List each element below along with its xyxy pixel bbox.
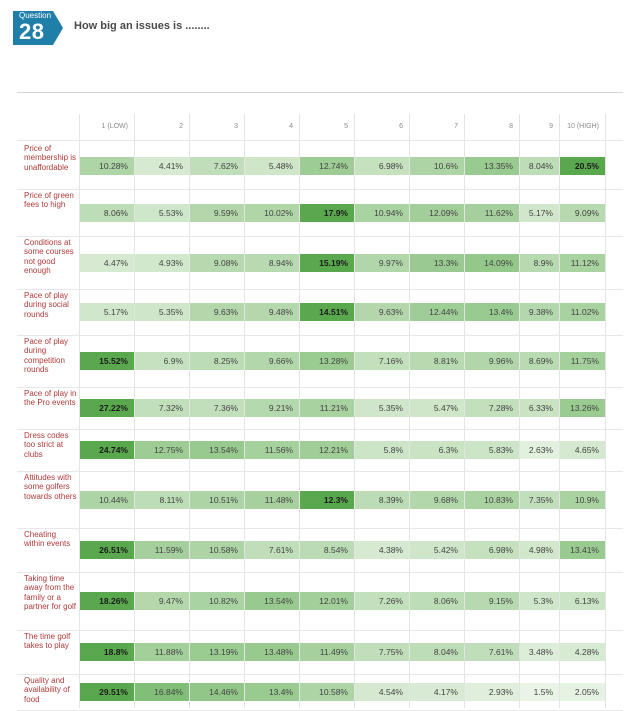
row-label: The time golf takes to play (24, 632, 71, 651)
table-cell: 2.05% (560, 683, 605, 701)
table-cell: 13.4% (465, 303, 519, 321)
table-cell: 18.26% (80, 592, 134, 610)
row-label: Taking time away from the family or a partner for golf (24, 574, 77, 611)
table-cell: 11.59% (135, 541, 189, 559)
table-cell: 9.63% (190, 303, 244, 321)
table-cell: 8.04% (520, 157, 559, 175)
row-label: Pace of play during social rounds (24, 291, 69, 319)
table-cell: 9.08% (190, 254, 244, 272)
table-cell: 5.35% (135, 303, 189, 321)
table-cell: 4.93% (135, 254, 189, 272)
table-cell: 17.9% (300, 204, 354, 222)
table-cell: 20.5% (560, 157, 605, 175)
table-cell: 10.51% (190, 491, 244, 509)
table-cell: 5.35% (355, 399, 409, 417)
table-cell: 15.19% (300, 254, 354, 272)
table-cell: 6.98% (355, 157, 409, 175)
table-cell: 4.41% (135, 157, 189, 175)
table-cell: 5.42% (410, 541, 464, 559)
table-cell: 4.17% (410, 683, 464, 701)
table-cell: 9.38% (520, 303, 559, 321)
table-cell: 5.17% (80, 303, 134, 321)
table-cell: 6.33% (520, 399, 559, 417)
table-cell: 1.5% (520, 683, 559, 701)
table-cell: 9.59% (190, 204, 244, 222)
table-cell: 7.28% (465, 399, 519, 417)
table-cell: 9.97% (355, 254, 409, 272)
table-cell: 13.28% (300, 352, 354, 370)
table-cell: 6.9% (135, 352, 189, 370)
table-cell: 9.09% (560, 204, 605, 222)
table-cell: 7.35% (520, 491, 559, 509)
column-header: 9 (549, 123, 553, 130)
table-cell: 5.47% (410, 399, 464, 417)
table-cell: 7.32% (135, 399, 189, 417)
table-cell: 27.22% (80, 399, 134, 417)
table-cell: 15.52% (80, 352, 134, 370)
row-divider (17, 572, 623, 573)
table-cell: 29.51% (80, 683, 134, 701)
table-cell: 12.3% (300, 491, 354, 509)
row-label: Conditions at some courses not good enough (24, 238, 74, 275)
table-cell: 13.3% (410, 254, 464, 272)
table-cell: 3.48% (520, 643, 559, 661)
row-label: Pace of play in the Pro events (24, 389, 77, 408)
table-cell: 7.61% (465, 643, 519, 661)
table-cell: 24.74% (80, 441, 134, 459)
table-cell: 14.46% (190, 683, 244, 701)
table-cell: 11.49% (300, 643, 354, 661)
table-cell: 26.51% (80, 541, 134, 559)
grid-vline (605, 114, 606, 708)
table-cell: 10.82% (190, 592, 244, 610)
row-divider (17, 387, 623, 388)
table-cell: 5.17% (520, 204, 559, 222)
table-cell: 13.26% (560, 399, 605, 417)
row-label: Price of green fees to high (24, 191, 74, 210)
table-cell: 14.09% (465, 254, 519, 272)
table-cell: 10.83% (465, 491, 519, 509)
table-cell: 10.44% (80, 491, 134, 509)
table-cell: 10.28% (80, 157, 134, 175)
row-label: Attitudes with some golfers towards others (24, 473, 77, 501)
table-cell: 5.83% (465, 441, 519, 459)
table-cell: 9.15% (465, 592, 519, 610)
table-cell: 13.54% (190, 441, 244, 459)
row-label: Cheating within events (24, 530, 71, 549)
table-cell: 2.63% (520, 441, 559, 459)
table-cell: 12.09% (410, 204, 464, 222)
table-cell: 8.04% (410, 643, 464, 661)
table-cell: 4.65% (560, 441, 605, 459)
row-divider (17, 471, 623, 472)
table-cell: 7.16% (355, 352, 409, 370)
row-divider (17, 289, 623, 290)
row-divider (17, 335, 623, 336)
column-header: 2 (179, 123, 183, 130)
table-cell: 4.28% (560, 643, 605, 661)
table-cell: 4.54% (355, 683, 409, 701)
table-cell: 7.61% (245, 541, 299, 559)
table-cell: 4.38% (355, 541, 409, 559)
table-cell: 16.84% (135, 683, 189, 701)
table-cell: 8.54% (300, 541, 354, 559)
table-cell: 5.3% (520, 592, 559, 610)
table-cell: 8.06% (410, 592, 464, 610)
column-header: 6 (399, 123, 403, 130)
table-cell: 9.48% (245, 303, 299, 321)
table-cell: 5.48% (245, 157, 299, 175)
table-cell: 8.81% (410, 352, 464, 370)
row-divider (17, 630, 623, 631)
table-cell: 12.21% (300, 441, 354, 459)
table-cell: 6.13% (560, 592, 605, 610)
table-cell: 10.58% (190, 541, 244, 559)
table-cell: 2.93% (465, 683, 519, 701)
table-cell: 14.51% (300, 303, 354, 321)
question-label: Question (19, 11, 52, 20)
question-title: How big an issues is ........ (74, 20, 210, 32)
table-cell: 18.8% (80, 643, 134, 661)
row-label: Pace of play during competition rounds (24, 337, 69, 374)
table-cell: 8.9% (520, 254, 559, 272)
table-cell: 12.01% (300, 592, 354, 610)
table-cell: 12.44% (410, 303, 464, 321)
table-cell: 13.4% (245, 683, 299, 701)
table-cell: 11.21% (300, 399, 354, 417)
table-cell: 7.62% (190, 157, 244, 175)
column-header: 3 (234, 123, 238, 130)
row-divider (17, 429, 623, 430)
row-divider (17, 189, 623, 190)
row-divider (17, 236, 623, 237)
table-cell: 6.98% (465, 541, 519, 559)
table-cell: 13.48% (245, 643, 299, 661)
table-cell: 9.66% (245, 352, 299, 370)
table-cell: 11.75% (560, 352, 605, 370)
table-cell: 7.26% (355, 592, 409, 610)
table-cell: 10.6% (410, 157, 464, 175)
table-cell: 10.58% (300, 683, 354, 701)
table-cell: 8.25% (190, 352, 244, 370)
column-header: 5 (344, 123, 348, 130)
table-cell: 5.53% (135, 204, 189, 222)
table-cell: 9.68% (410, 491, 464, 509)
table-cell: 8.11% (135, 491, 189, 509)
table-cell: 12.74% (300, 157, 354, 175)
table-cell: 8.06% (80, 204, 134, 222)
row-label: Price of membership is unaffordable (24, 144, 77, 172)
column-header: 7 (454, 123, 458, 130)
table-cell: 11.48% (245, 491, 299, 509)
table-cell: 11.02% (560, 303, 605, 321)
table-cell: 9.63% (355, 303, 409, 321)
table-cell: 13.35% (465, 157, 519, 175)
table-cell: 11.88% (135, 643, 189, 661)
table-cell: 13.54% (245, 592, 299, 610)
table-cell: 7.36% (190, 399, 244, 417)
question-number: 28 (19, 19, 45, 44)
column-header: 1 (LOW) (101, 123, 128, 130)
table-cell: 11.12% (560, 254, 605, 272)
table-cell: 9.21% (245, 399, 299, 417)
table-cell: 9.96% (465, 352, 519, 370)
column-header: 4 (289, 123, 293, 130)
row-label: Dress codes too strict at clubs (24, 431, 69, 459)
row-divider (17, 528, 623, 529)
table-cell: 10.9% (560, 491, 605, 509)
table-cell: 8.94% (245, 254, 299, 272)
header-rule (17, 140, 623, 141)
table-cell: 11.62% (465, 204, 519, 222)
table-cell: 11.56% (245, 441, 299, 459)
table-cell: 6.3% (410, 441, 464, 459)
table-cell: 9.47% (135, 592, 189, 610)
table-cell: 10.94% (355, 204, 409, 222)
row-label: Quality and availability of food (24, 676, 70, 704)
column-header: 8 (509, 123, 513, 130)
table-cell: 10.02% (245, 204, 299, 222)
table-cell: 5.8% (355, 441, 409, 459)
table-cell: 13.41% (560, 541, 605, 559)
column-header: 10 (HIGH) (567, 123, 599, 130)
table-cell: 12.75% (135, 441, 189, 459)
table-cell: 13.19% (190, 643, 244, 661)
row-divider (17, 674, 623, 675)
table-cell: 4.47% (80, 254, 134, 272)
table-cell: 8.69% (520, 352, 559, 370)
table-cell: 4.98% (520, 541, 559, 559)
table-cell: 7.75% (355, 643, 409, 661)
table-cell: 8.39% (355, 491, 409, 509)
